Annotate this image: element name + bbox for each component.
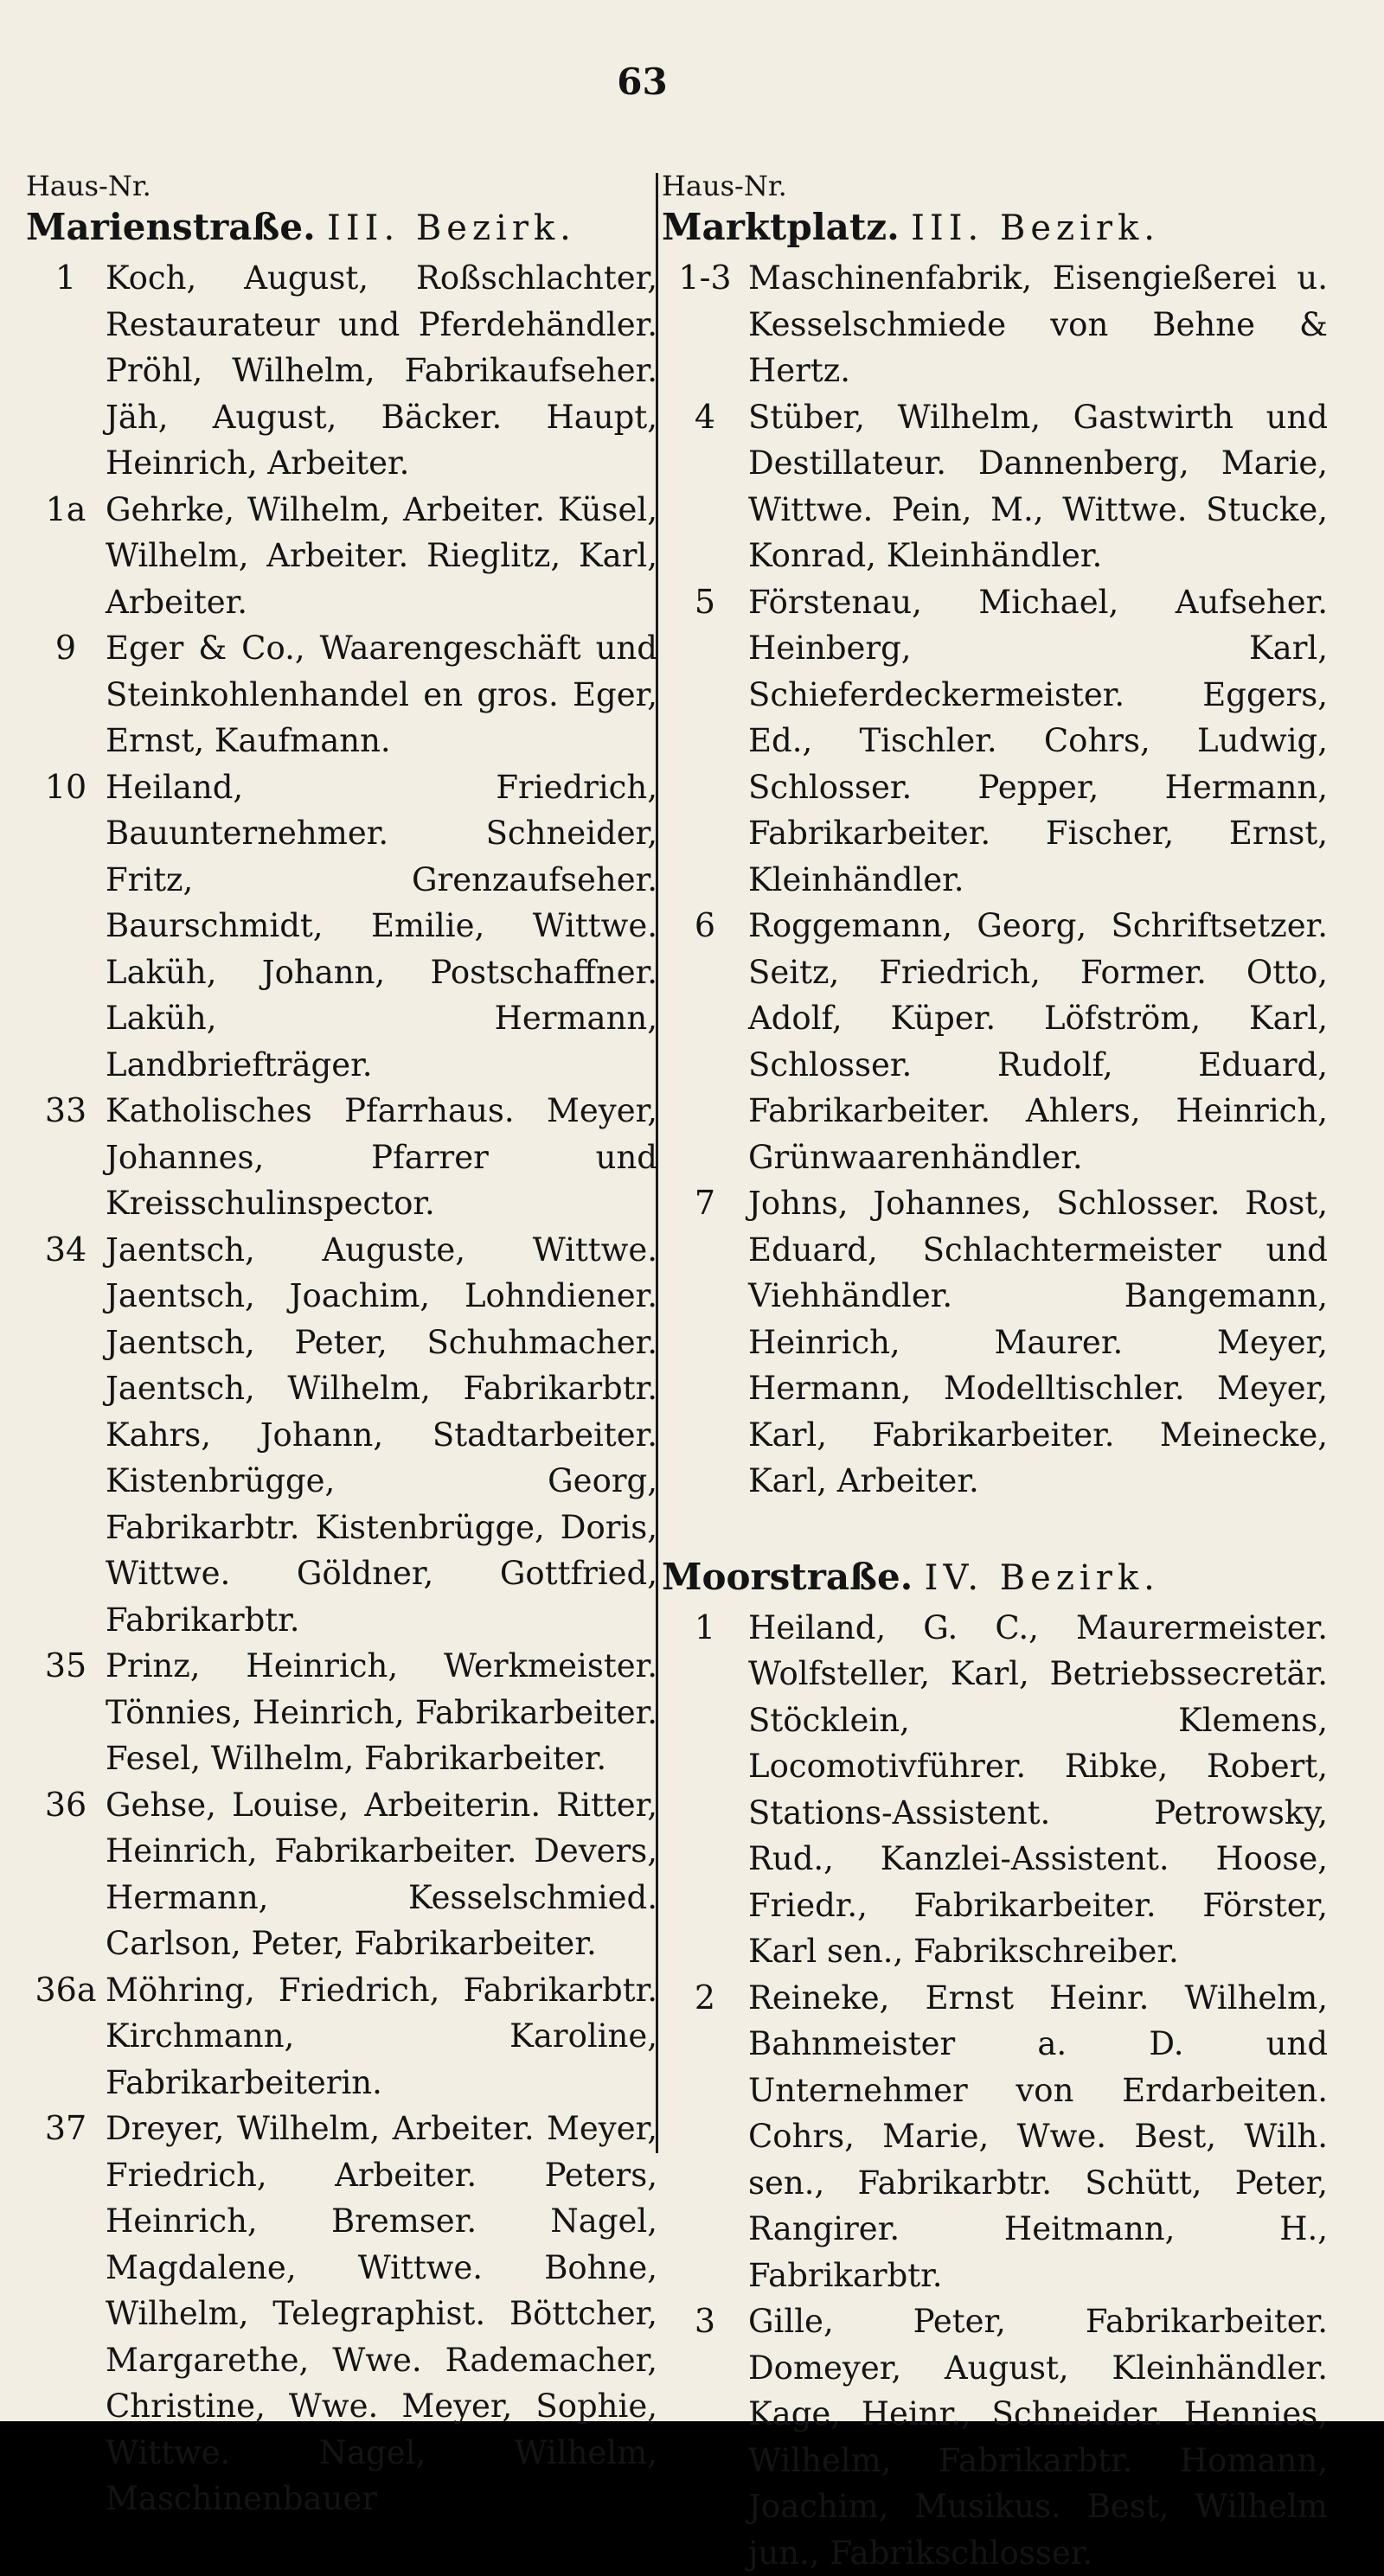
residents-text: Roggemann, Georg, Schriftsetzer. Seitz, Friedrich, Former. Otto, Adolf, Küper. Löfström, Karl, Schlosser. Rudolf, Eduard, Fabrikarbeiter. Ahlers, Heinrich, Grünwaarenhändler.: [748, 903, 1328, 1180]
house-number: 35: [26, 1643, 106, 1690]
address-entry: [662, 1605, 1328, 1975]
residents-text: Heiland, Friedrich, Bauunternehmer. Schneider, Fritz, Grenzaufseher. Baurschmidt, Emilie, Wittwe. Laküh, Johann, Postschaffner. Laküh, Hermann, Landbriefträger.: [106, 764, 657, 1089]
house-number: 5: [662, 579, 748, 626]
house-number: 9: [26, 625, 106, 672]
house-number: 36: [26, 1782, 106, 1829]
street-heading: [26, 203, 657, 252]
section-spacer: [662, 1505, 1328, 1553]
house-number: 6: [662, 903, 748, 949]
address-entry: [26, 1967, 657, 2106]
residents-text: Heiland, G. C., Maurermeister. Wolfsteller, Karl, Betriebssecretär. Stöcklein, Klemens, Locomotivführer. Ribke, Robert, Stations-Assistent. Petrowsky, Rud., Kanzlei-Assistent. Hoose, Friedr., Fabrikarbeiter. Förster, Karl sen., Fabrikschreiber.: [748, 1605, 1328, 1975]
house-number: 2: [662, 1975, 748, 2022]
residents-text: Gehse, Louise, Arbeiterin. Ritter, Heinrich, Fabrikarbeiter. Devers, Hermann, Kesselschmied. Carlson, Peter, Fabrikarbeiter.: [106, 1782, 657, 1967]
house-number: 34: [26, 1227, 106, 1274]
street-section-moorstrasse: [662, 1553, 1328, 2576]
residents-text: Förstenau, Michael, Aufseher. Heinberg, Karl, Schieferdeckermeister. Eggers, Ed., Tischler. Cohrs, Ludwig, Schlosser. Pepper, Hermann, Fabrikarbeiter. Fischer, Ernst, Kleinhändler.: [748, 579, 1328, 904]
address-entry: [26, 2106, 657, 2522]
address-entry: [26, 487, 657, 626]
residents-text: Eger & Co., Waarengeschäft und Steinkohlenhandel en gros. Eger, Ernst, Kaufmann.: [106, 625, 657, 764]
street-name: Marienstraße.: [26, 206, 316, 248]
haus-nr-label: Haus-Nr.: [662, 169, 1328, 203]
residents-text: Stüber, Wilhelm, Gastwirth und Destillateur. Dannenberg, Marie, Wittwe. Pein, M., Wittwe. Stucke, Konrad, Kleinhändler.: [748, 394, 1328, 579]
residents-text: Möhring, Friedrich, Fabrikarbtr. Kirchmann, Karoline, Fabrikarbeiterin.: [106, 1967, 657, 2106]
address-entry: [662, 579, 1328, 904]
page-number: 63: [0, 61, 1285, 103]
address-entry: [26, 255, 657, 487]
house-number: 37: [26, 2106, 106, 2152]
address-entry: [662, 1975, 1328, 2299]
address-entry: [26, 1227, 657, 1644]
address-entry: [26, 625, 657, 764]
residents-text: Prinz, Heinrich, Werkmeister. Tönnies, Heinrich, Fabrikarbeiter. Fesel, Wilhelm, Fabrikarbeiter.: [106, 1643, 657, 1782]
address-entry: [26, 1782, 657, 1967]
address-entry: [662, 1180, 1328, 1505]
house-number: 1: [662, 1605, 748, 1652]
street-section-marienstrasse: [26, 203, 657, 2522]
house-number: 4: [662, 394, 748, 441]
address-entry: [662, 2298, 1328, 2576]
house-number: 7: [662, 1180, 748, 1227]
residents-text: Gille, Peter, Fabrikarbeiter. Domeyer, August, Kleinhändler. Kage, Heinr., Schneider. Hennies, Wilhelm, Fabrikarbtr. Homann, Joachim, Musikus. Best, Wilhelm jun., Fabrikschlosser.: [748, 2298, 1328, 2576]
street-name: Marktplatz.: [662, 206, 900, 248]
house-number: 1: [26, 255, 106, 302]
address-entry: [662, 903, 1328, 1180]
residents-text: Johns, Johannes, Schlosser. Rost, Eduard, Schlachtermeister und Viehhändler. Bangemann, Heinrich, Maurer. Meyer, Hermann, Modelltischler. Meyer, Karl, Fabrikarbeiter. Meinecke, Karl, Arbeiter.: [748, 1180, 1328, 1505]
house-number: 1-3: [662, 255, 748, 302]
address-entry: [26, 1643, 657, 1782]
left-column: [26, 169, 657, 2522]
residents-text: Gehrke, Wilhelm, Arbeiter. Küsel, Wilhelm, Arbeiter. Rieglitz, Karl, Arbeiter.: [106, 487, 657, 626]
street-heading: [662, 203, 1328, 252]
residents-text: Katholisches Pfarrhaus. Meyer, Johannes, Pfarrer und Kreisschulinspector.: [106, 1088, 657, 1227]
house-number: 10: [26, 764, 106, 811]
residents-text: Maschinenfabrik, Eisengießerei u. Kesselschmiede von Behne & Hertz.: [748, 255, 1328, 394]
address-entry: [26, 1088, 657, 1227]
street-section-marktplatz: [662, 203, 1328, 1505]
address-entry: [662, 394, 1328, 579]
house-number: 36a: [26, 1967, 106, 2014]
street-name: Moorstraße.: [662, 1556, 913, 1598]
residents-text: Reineke, Ernst Heinr. Wilhelm, Bahnmeister a. D. und Unternehmer von Erdarbeiten. Cohrs, Marie, Wwe. Best, Wilh. sen., Fabrikarbtr. Schütt, Peter, Rangirer. Heitmann, H., Fabrikarbtr.: [748, 1975, 1328, 2299]
residents-text: Dreyer, Wilhelm, Arbeiter. Meyer, Friedrich, Arbeiter. Peters, Heinrich, Bremser. Nagel, Magdalene, Wittwe. Bohne, Wilhelm, Telegraphist. Böttcher, Margarethe, Wwe. Rademacher, Christine, Wwe. Meyer, Sophie, Wittwe. Nagel, Wilhelm, Maschinenbauer: [106, 2106, 657, 2522]
house-number: 1a: [26, 487, 106, 534]
address-entry: [662, 255, 1328, 394]
district-label: III. Bezirk.: [327, 208, 576, 248]
haus-nr-label: Haus-Nr.: [26, 169, 657, 203]
residents-text: Koch, August, Roßschlachter, Restaurateur und Pferdehändler. Pröhl, Wilhelm, Fabrikaufseher. Jäh, August, Bäcker. Haupt, Heinrich, Arbeiter.: [106, 255, 657, 487]
address-entry: [26, 764, 657, 1089]
house-number: 33: [26, 1088, 106, 1135]
district-label: IV. Bezirk.: [925, 1558, 1160, 1598]
street-heading: [662, 1553, 1328, 1601]
residents-text: Jaentsch, Auguste, Wittwe. Jaentsch, Joachim, Lohndiener. Jaentsch, Peter, Schuhmacher. Jaentsch, Wilhelm, Fabrikarbtr. Kahrs, Johann, Stadtarbeiter. Kistenbrügge, Georg, Fabrikarbtr. Kistenbrügge, Doris, Wittwe. Göldner, Gottfried, Fabrikarbtr.: [106, 1227, 657, 1644]
house-number: 3: [662, 2298, 748, 2345]
district-label: III. Bezirk.: [911, 208, 1160, 248]
right-column: [662, 169, 1328, 2576]
